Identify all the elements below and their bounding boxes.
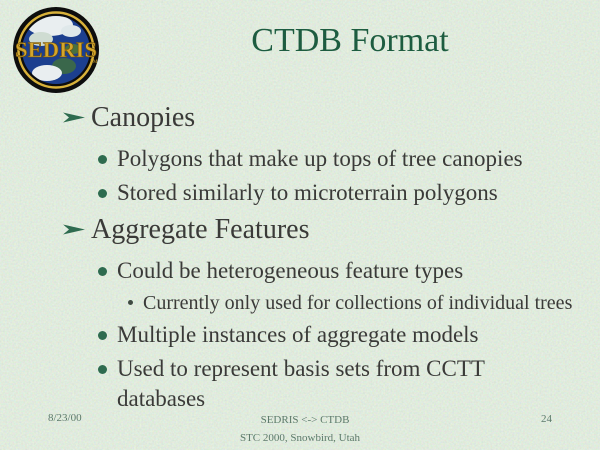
bullet-item	[98, 256, 600, 286]
bullet-item	[98, 320, 600, 350]
earth-globe-icon	[12, 6, 100, 94]
bullet-item-aggregate-features	[63, 212, 600, 248]
bullet-item	[98, 144, 600, 174]
dot-bullet-icon	[98, 189, 107, 198]
bullet-text: Polygons that make up tops of tree canopies	[117, 146, 523, 171]
footer-title: SEDRIS <-> CTDB	[260, 414, 350, 426]
bullet-item-sub	[128, 290, 600, 316]
bullet-text: Could be heterogeneous feature types	[117, 258, 464, 283]
bullet-text: Canopies	[91, 102, 196, 133]
bullet-text: Currently only used for collections of individual trees	[143, 292, 573, 314]
logo-trademark: TM	[90, 60, 98, 65]
bullet-item	[98, 178, 600, 208]
footer-venue: STC 2000, Snowbird, Utah	[239, 432, 361, 444]
slide-title: CTDB Format	[251, 22, 449, 59]
dot-bullet-icon	[98, 331, 107, 340]
dot-bullet-icon	[98, 267, 107, 276]
bullet-text: Aggregate Features	[91, 214, 310, 245]
slide-body	[0, 100, 600, 418]
sedris-logo	[12, 6, 100, 94]
small-dot-bullet-icon	[128, 300, 133, 305]
dot-bullet-icon	[98, 365, 107, 374]
logo-text: SEDRIS	[15, 37, 98, 62]
bullet-text: Stored similarly to microterrain polygons	[117, 180, 498, 205]
arrow-bullet-icon	[63, 111, 85, 124]
bullet-item-canopies	[63, 100, 600, 136]
footer-date: 8/23/00	[48, 412, 82, 424]
bullet-text: Multiple instances of aggregate models	[117, 322, 479, 347]
bullet-item	[98, 354, 600, 414]
page-number: 24	[541, 413, 552, 425]
dot-bullet-icon	[98, 155, 107, 164]
arrow-bullet-icon	[63, 223, 85, 236]
bullet-text: Used to represent basis sets from CCTT databases	[117, 356, 485, 411]
